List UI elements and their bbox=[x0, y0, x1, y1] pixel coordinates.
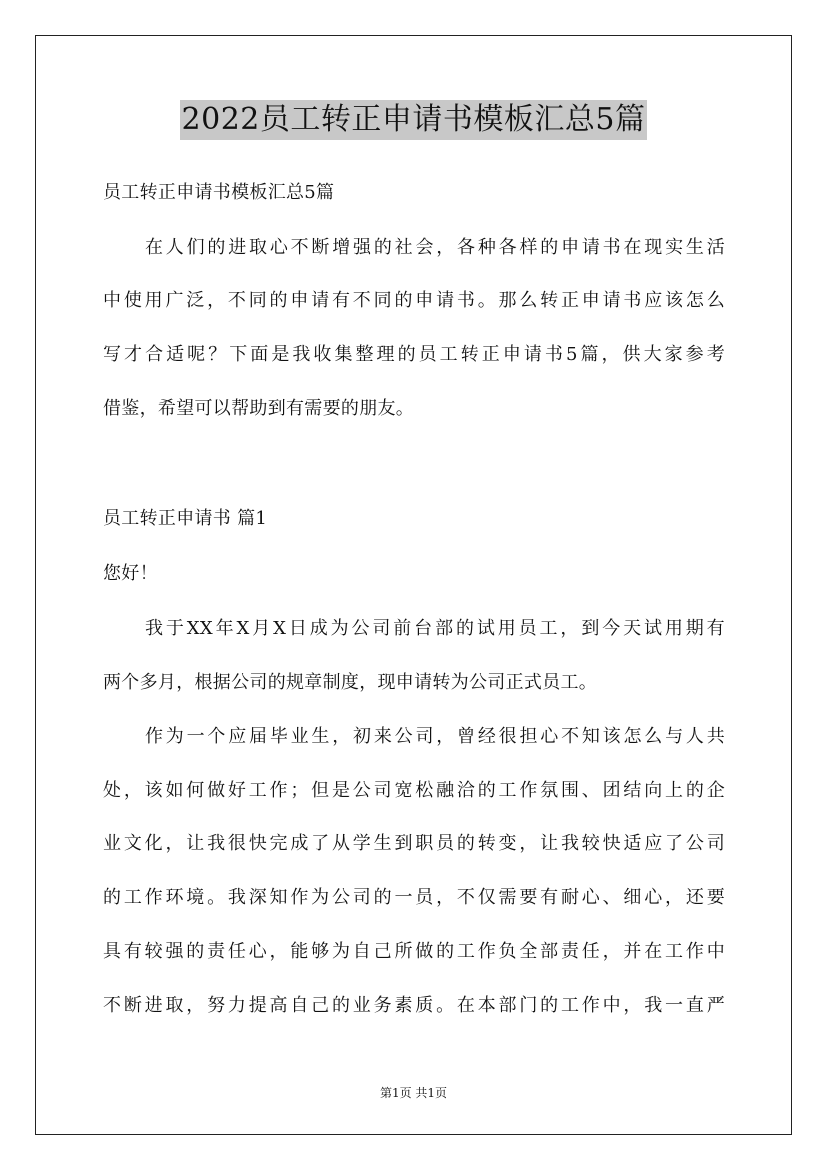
intro-line-2: 中使用广泛，不同的申请有不同的申请书。那么转正申请书应该怎么 bbox=[103, 290, 725, 311]
intro-line-1: 在人们的进取心不断增强的社会，各种各样的申请书在现实生活 bbox=[145, 237, 725, 258]
body-line-7: 具有较强的责任心，能够为自己所做的工作负全部责任，并在工作中 bbox=[103, 941, 725, 962]
document-subtitle: 员工转正申请书模板汇总5篇 bbox=[103, 182, 335, 203]
page-footer: 第1页 共1页 bbox=[379, 1086, 448, 1100]
body-line-3: 作为一个应届毕业生，初来公司，曾经很担心不知该怎么与人共 bbox=[145, 726, 725, 747]
body-line-6: 的工作环境。我深知作为公司的一员，不仅需要有耐心、细心，还要 bbox=[103, 887, 725, 908]
intro-line-4: 借鉴，希望可以帮助到有需要的朋友。 bbox=[103, 398, 415, 419]
intro-line-3: 写才合适呢？下面是我收集整理的员工转正申请书5篇，供大家参考 bbox=[103, 344, 725, 365]
title-container bbox=[0, 100, 827, 140]
document-title: 2022员工转正申请书模板汇总5篇 bbox=[180, 100, 648, 140]
section-heading: 员工转正申请书 篇1 bbox=[103, 508, 268, 529]
body-line-4: 处，该如何做好工作；但是公司宽松融洽的工作氛围、团结向上的企 bbox=[103, 780, 725, 801]
greeting: 您好！ bbox=[103, 563, 158, 584]
body-line-8: 不断进取，努力提高自己的业务素质。在本部门的工作中，我一直严 bbox=[103, 995, 725, 1016]
body-line-5: 业文化，让我很快完成了从学生到职员的转变，让我较快适应了公司 bbox=[103, 833, 725, 854]
body-line-1: 我于XX年X月X日成为公司前台部的试用员工，到今天试用期有 bbox=[145, 618, 725, 639]
body-line-2: 两个多月，根据公司的规章制度，现申请转为公司正式员工。 bbox=[103, 672, 598, 693]
